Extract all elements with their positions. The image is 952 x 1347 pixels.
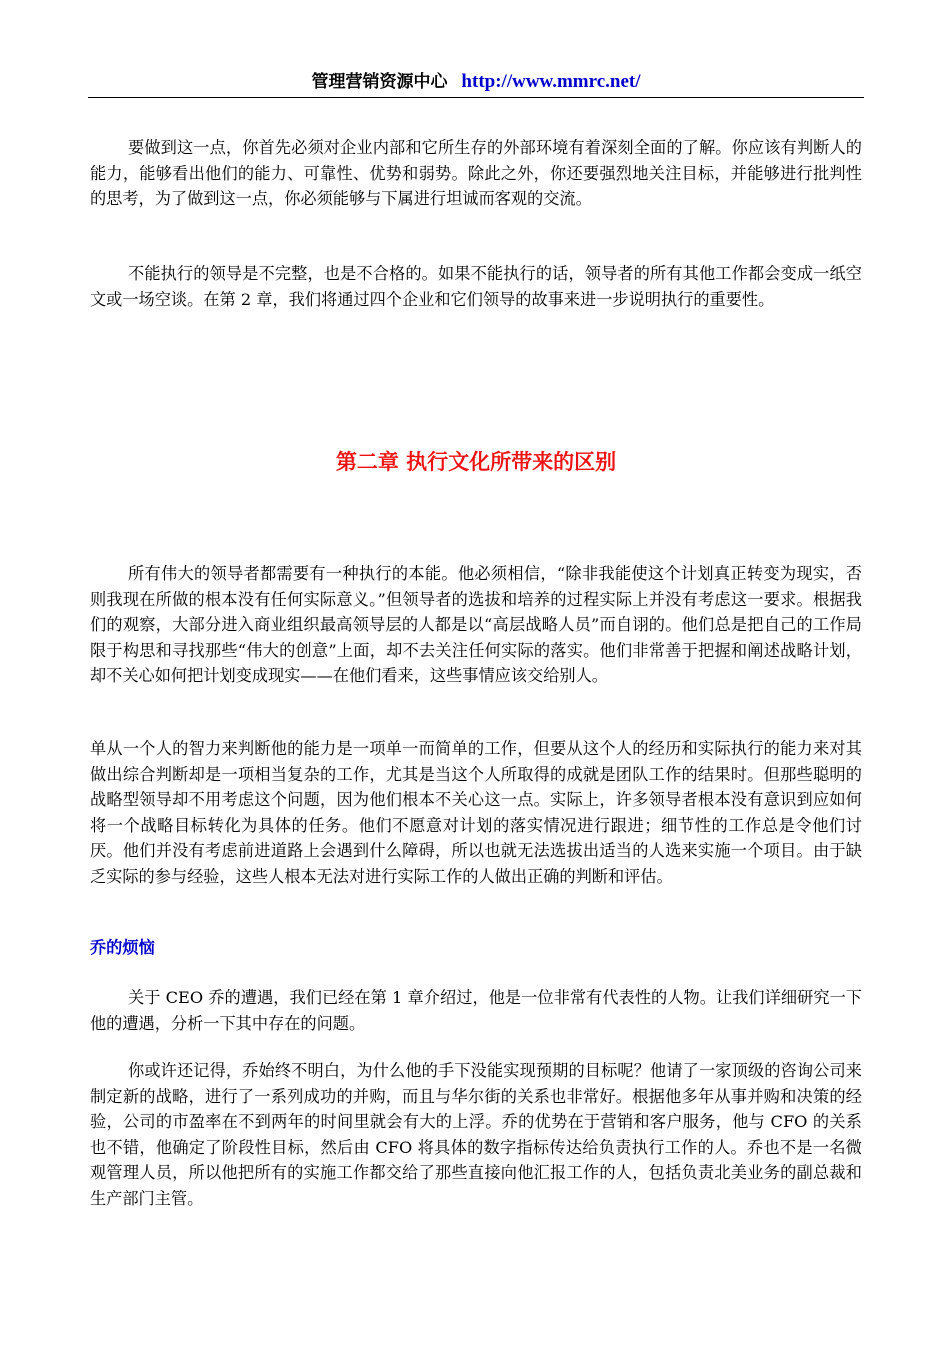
site-url-link[interactable]: http://www.mmrc.net/: [461, 71, 641, 92]
paragraph-3: 所有伟大的领导者都需要有一种执行的本能。他必须相信，“除非我能使这个计划真正转变为现实，否则我现在所做的根本没有任何实际意义。”但领导者的选拔和培养的过程实际上并没有考虑这一要求。根据我们的观察，大部分进入商业组织最高领导层的人都是以“高层战略人员”而自诩的。他们总是把自己的工作局限于构思和寻找那些“伟大的创意”上面，却不去关注任何实际的落实。他们非常善于把握和阐述战略计划，却不关心如何把计划变成现实——在他们看来，这些事情应该交给别人。: [90, 564, 862, 685]
section-heading: 乔的烦恼: [90, 938, 155, 957]
site-name: 管理营销资源中心: [311, 72, 448, 92]
paragraph-6: 你或许还记得，乔始终不明白，为什么他的手下没能实现预期的目标呢？他请了一家顶级的咨询公司来制定新的战略，进行了一系列成功的并购，而且与华尔街的关系也非常好。根据他多年从事并购和决策的经验，公司的市盈率在不到两年的时间里就会有大的上浮。乔的优势在于营销和客户服务，他与 CFO 的关系也不错，他确定了阶段性目标，然后由 CFO 将具体的数字指标传达给负责执行工作的人。乔也不是一名微观管理人员，所以他把所有的实施工作都交给了那些直接向他汇报工作的人，包括负责北美业务的副总裁和生产部门主管。: [90, 1061, 862, 1208]
paragraph-2: 不能执行的领导是不完整，也是不合格的。如果不能执行的话，领导者的所有其他工作都会变成一纸空文或一场空谈。在第 2 章，我们将通过四个企业和它们领导的故事来进一步说明执行的重要性。: [90, 264, 862, 309]
paragraph-4: 单从一个人的智力来判断他的能力是一项单一而简单的工作，但要从这个人的经历和实际执行的能力来对其做出综合判断却是一项相当复杂的工作，尤其是当这个人所取得的成就是团队工作的结果时。但那些聪明的战略型领导却不用考虑这个问题，因为他们根本不关心这一点。实际上，许多领导者根本没有意识到应如何将一个战略目标转化为具体的任务。他们不愿意对计划的落实情况进行跟进；细节性的工作总是令他们讨厌。他们并没有考虑前进道路上会遇到什么障碍，所以也就无法选拔出适当的人选来实施一个项目。由于缺乏实际的参与经验，这些人根本无法对进行实际工作的人做出正确的判断和评估。: [90, 739, 862, 886]
page-header: [88, 70, 864, 98]
paragraph-1: 要做到这一点，你首先必须对企业内部和它所生存的外部环境有着深刻全面的了解。你应该有判断人的能力，能够看出他们的能力、可靠性、优势和弱势。除此之外，你还要强烈地关注目标，并能够进行批判性的思考，为了做到这一点，你必须能够与下属进行坦诚而客观的交流。: [90, 138, 862, 208]
paragraph-5: 关于 CEO 乔的遭遇，我们已经在第 1 章介绍过，他是一位非常有代表性的人物。让我们详细研究一下他的遭遇，分析一下其中存在的问题。: [90, 988, 862, 1033]
chapter-title: 第二章 执行文化所带来的区别: [335, 449, 617, 474]
